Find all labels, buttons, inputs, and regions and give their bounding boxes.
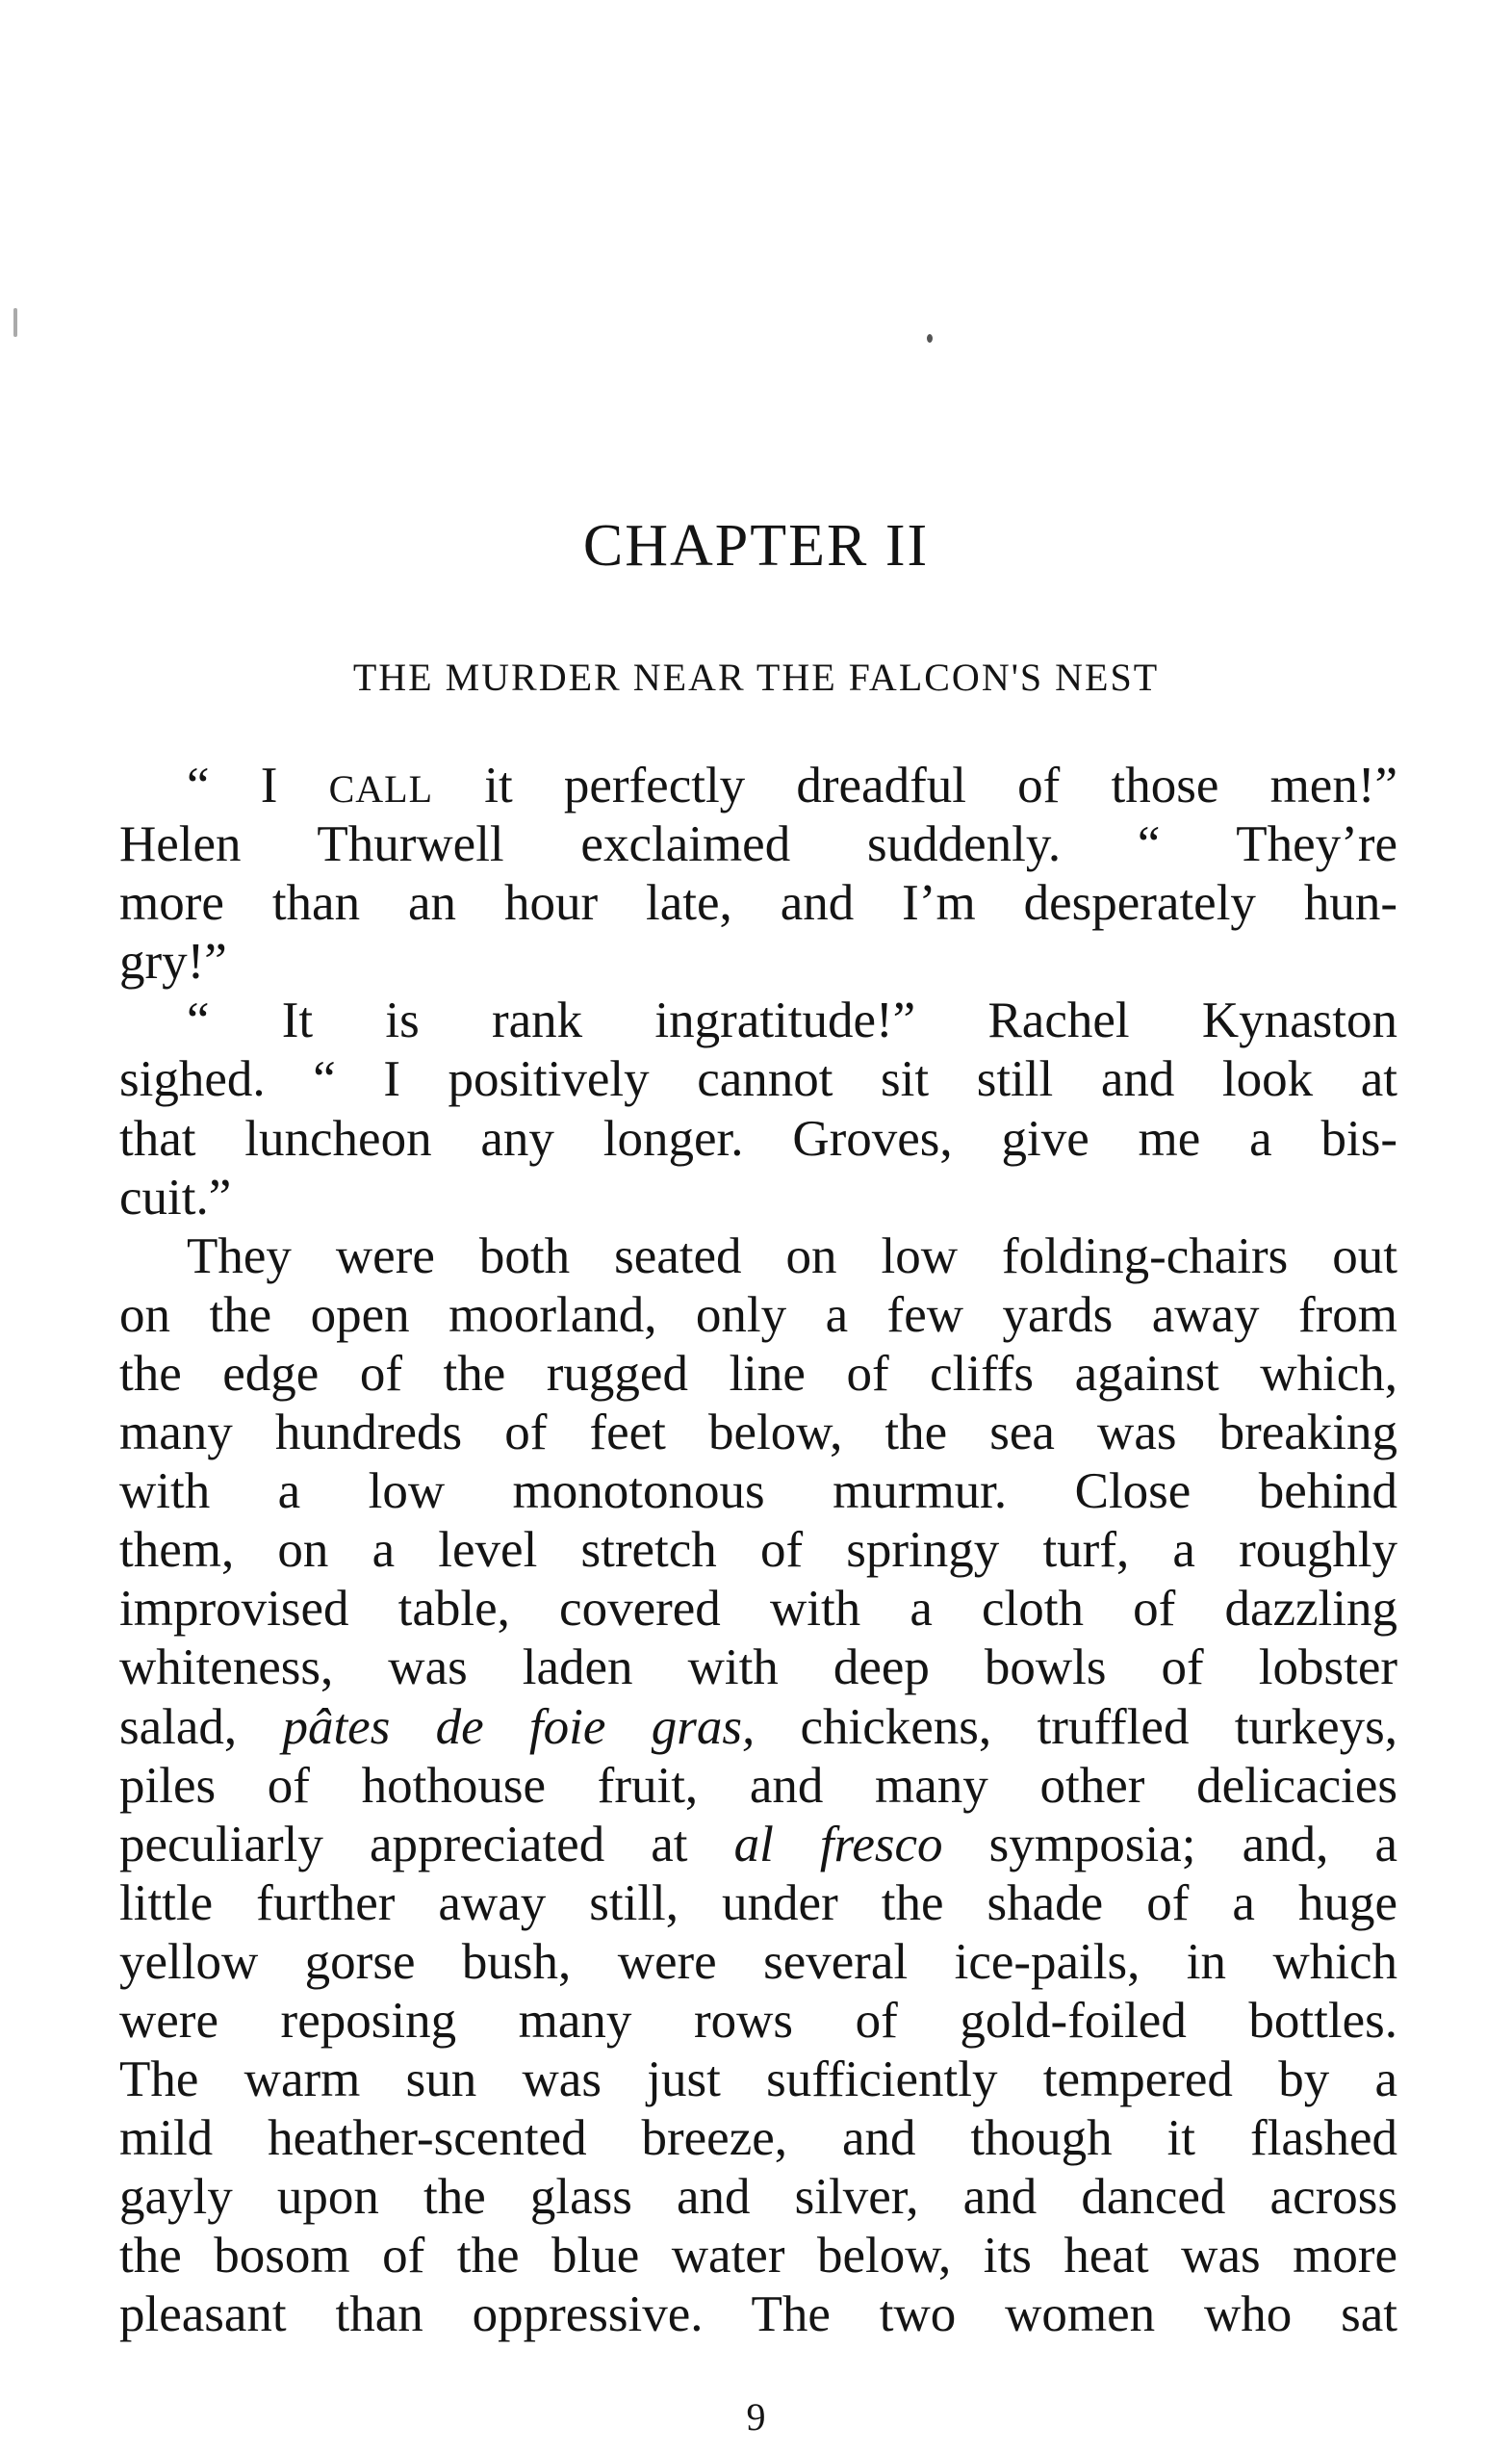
text-line: improvised table, covered with a cloth of dazzling (119, 1581, 1397, 1638)
body-text (119, 757, 1397, 2345)
text-line: salad, pâtes de foie gras, chickens, truffled turkeys, (119, 1698, 1397, 1755)
chapter-title: CHAPTER II (582, 513, 930, 579)
text-line: with a low monotonous murmur. Close behind (119, 1463, 1397, 1520)
text-line: piles of hothouse fruit, and many other delicacies (119, 1757, 1397, 1814)
text-line: the edge of the rugged line of cliffs against which, (119, 1345, 1397, 1402)
text-line: on the open moorland, only a few yards away from (119, 1286, 1397, 1343)
text-line: cuit.” (119, 1169, 232, 1226)
text-line: sighed. “ I positively cannot sit still and look at (119, 1051, 1397, 1108)
text-line: The warm sun was just sufficiently tempered by a (119, 2052, 1397, 2108)
text-line: the bosom of the blue water below, its heat was more (119, 2228, 1397, 2284)
print-speck (13, 308, 17, 337)
print-speck (927, 334, 933, 343)
text-line: were reposing many rows of gold-foiled bottles. (119, 1992, 1397, 2049)
text-line: gayly upon the glass and silver, and danced across (119, 2169, 1397, 2226)
text-line: mild heather-scented breeze, and though it flashed (119, 2110, 1397, 2167)
text-line: Helen Thurwell exclaimed suddenly. “ They’re (119, 816, 1397, 873)
text-line: more than an hour late, and I’m desperately hun- (119, 875, 1397, 932)
text-line: gry!” (119, 934, 227, 991)
text-line: that luncheon any longer. Groves, give me a bis- (119, 1110, 1397, 1167)
chapter-subtitle: THE MURDER NEAR THE FALCON'S NEST (352, 656, 1160, 699)
text-line: “ It is rank ingratitude!” Rachel Kynaston (187, 993, 1397, 1049)
text-line: little further away still, under the shade of a huge (119, 1874, 1397, 1931)
text-line: They were both seated on low folding-chairs out (187, 1227, 1397, 1284)
text-line: them, on a level stretch of springy turf, a roughly (119, 1522, 1397, 1579)
text-line: many hundreds of feet below, the sea was breaking (119, 1405, 1397, 1461)
text-line: whiteness, was laden with deep bowls of lobster (119, 1639, 1397, 1696)
text-line: pleasant than oppressive. The two women who sat (119, 2286, 1397, 2343)
text-line: “ I CALL it perfectly dreadful of those men!” (187, 758, 1397, 813)
text-line: yellow gorse bush, were several ice-pails, in which (119, 1933, 1397, 1990)
text-line: peculiarly appreciated at al fresco symposia; and, a (119, 1816, 1397, 1872)
page-number: 9 (746, 2395, 766, 2439)
